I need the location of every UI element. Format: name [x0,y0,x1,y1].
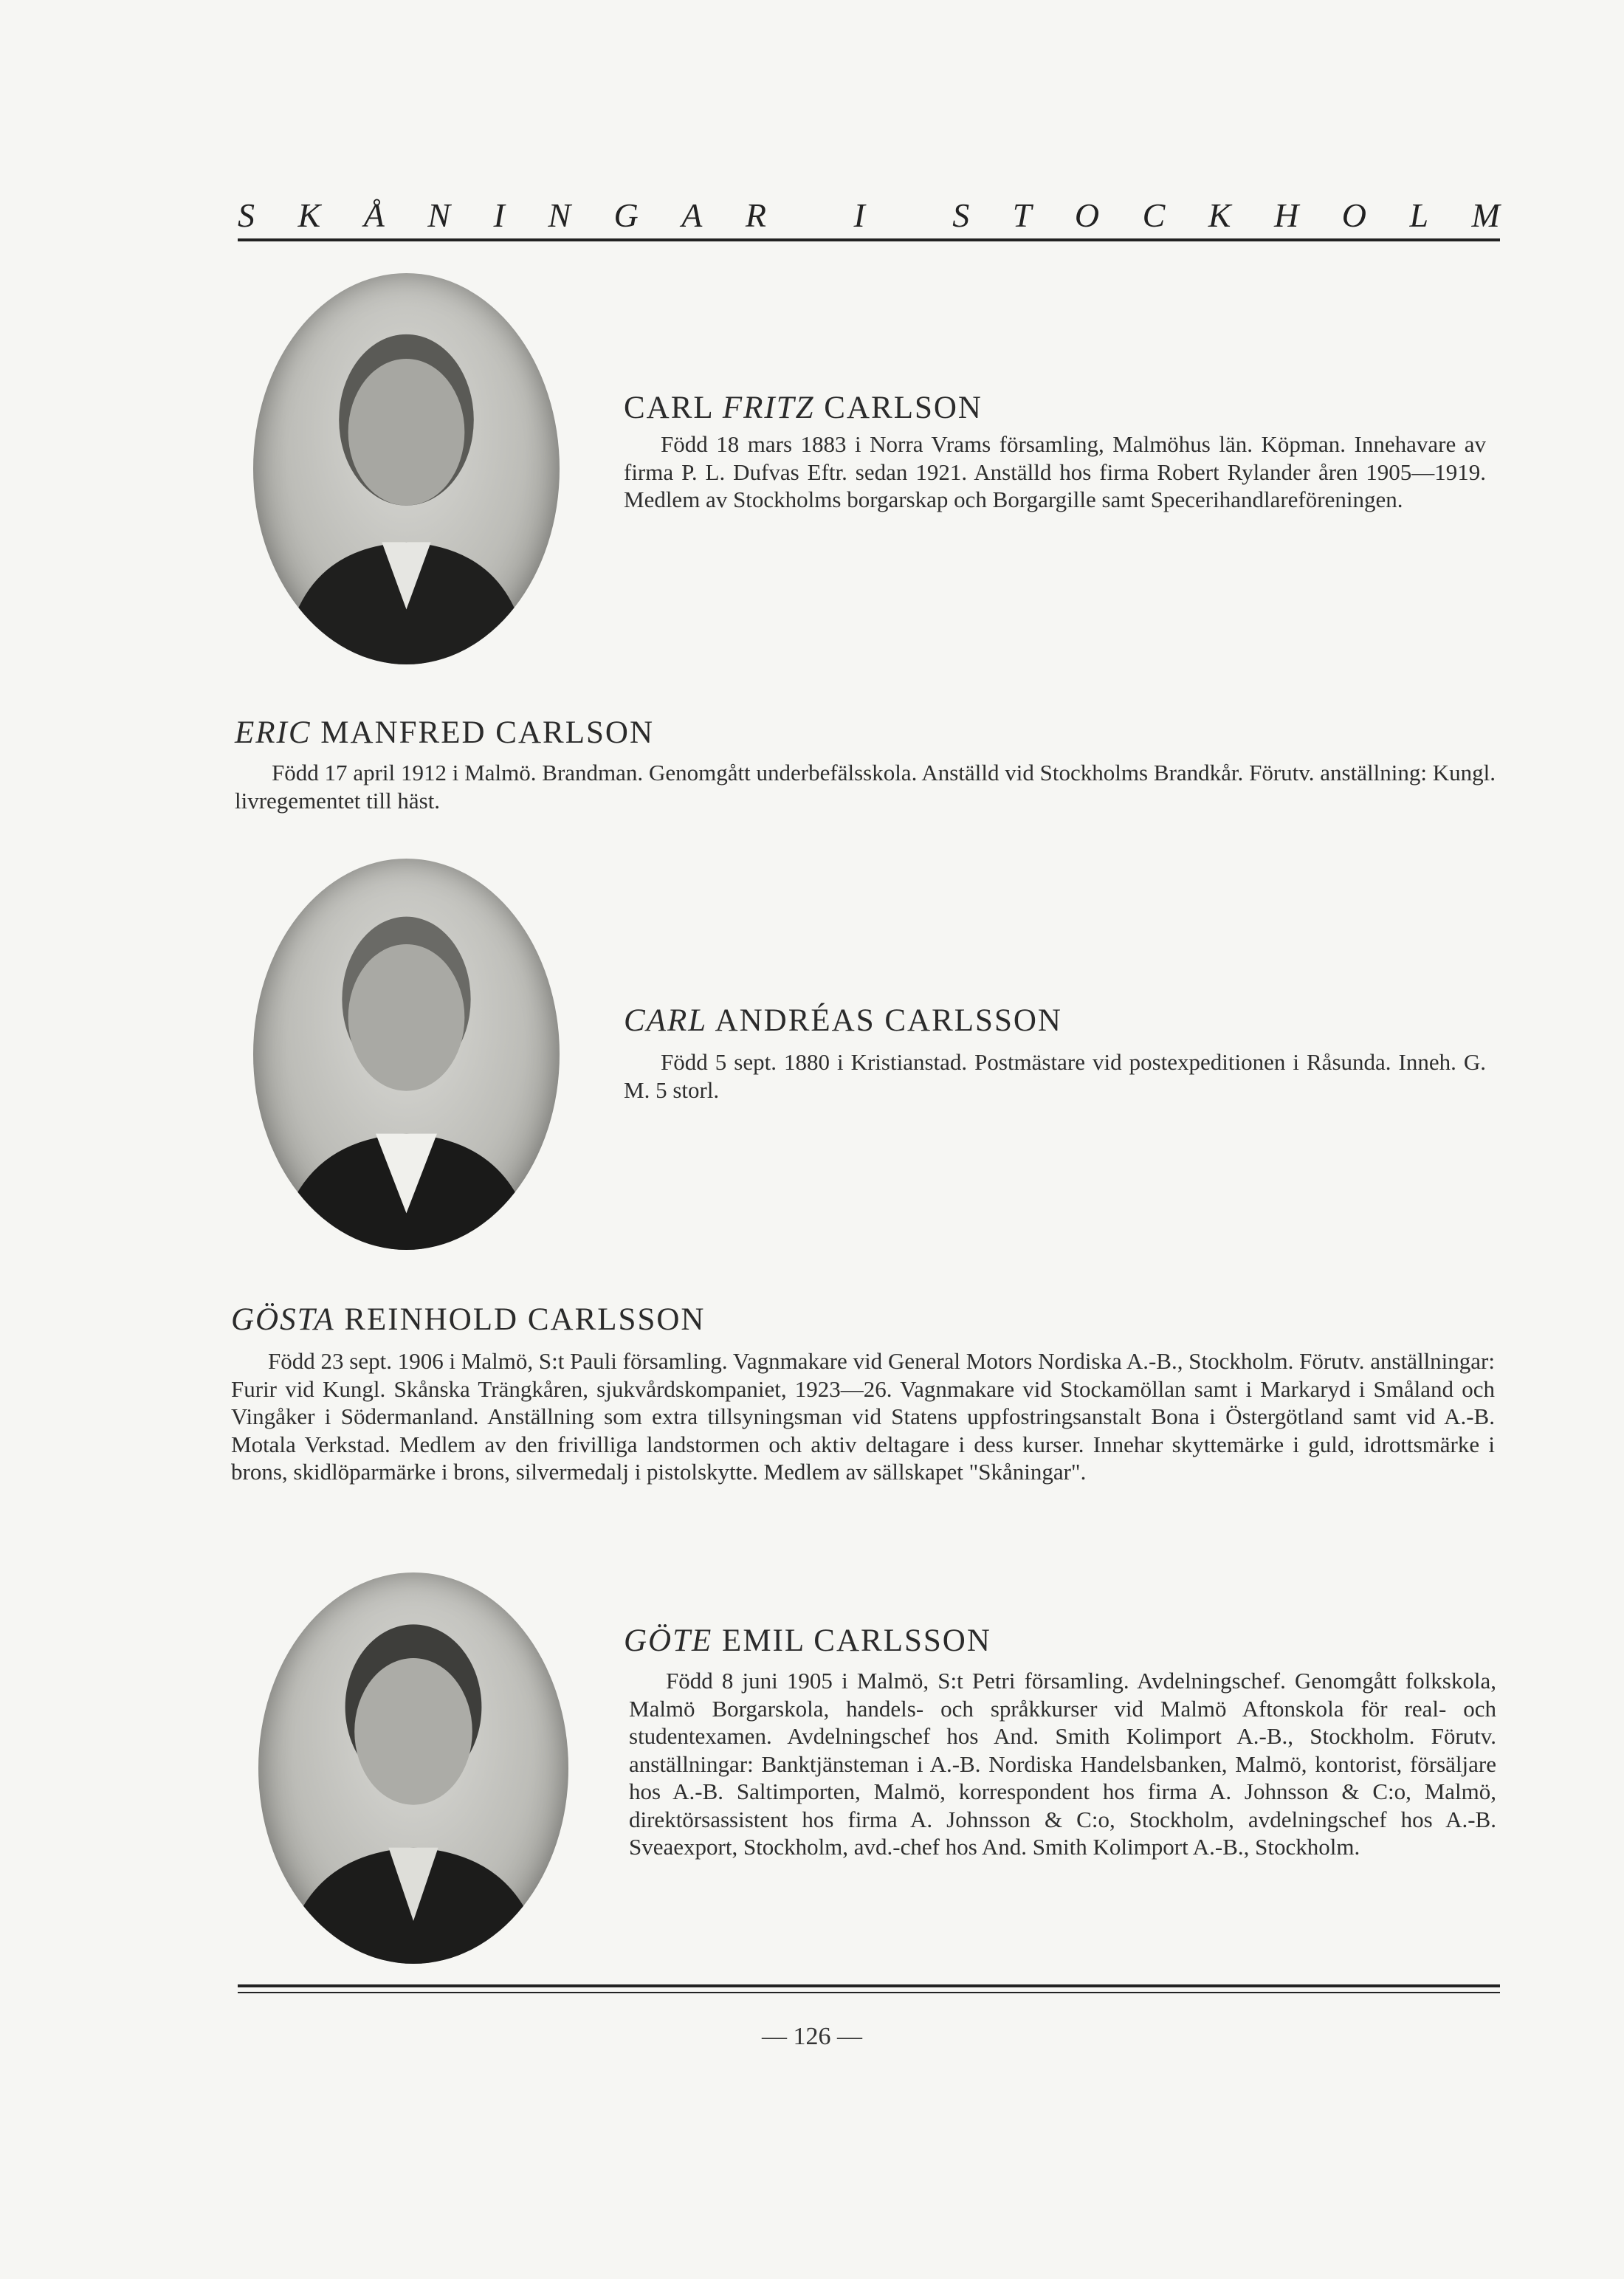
header-letter: S [238,196,255,234]
header-letter: H [1273,196,1299,234]
header-letter: A [681,196,703,234]
header-letter: R [745,196,766,234]
header-letter: I [853,196,865,234]
portrait-photo [258,1572,568,1964]
person-name: ERIC MANFRED CARLSON [235,715,655,750]
header-letter: K [1208,196,1231,234]
header-letter: K [297,196,321,234]
portrait-photo [253,859,560,1250]
portrait-silhouette [253,273,560,664]
portrait-silhouette [253,859,560,1250]
person-bio: Född 5 sept. 1880 i Kristianstad. Postmästare vid postexpeditionen i Råsunda. Inneh. G. M. 5 storl. [624,1049,1486,1103]
header-letter: I [493,196,505,234]
portrait-photo [253,273,560,664]
person-name: GÖTE EMIL CARLSSON [624,1623,991,1658]
header-letter: L [1409,196,1429,234]
header-letter: O [1341,196,1366,234]
footer-rule-thin [238,1992,1500,1993]
header-letter: S [952,196,970,234]
header-letter: M [1471,196,1500,234]
header-letter: N [427,196,450,234]
person-name: GÖSTA REINHOLD CARLSSON [231,1302,706,1337]
person-bio: Född 18 mars 1883 i Norra Vrams församling, Malmöhus län. Köpman. Innehavare av firma P. L. Dufvas Eftr. sedan 1921. Anställd hos firma Robert Rylander åren 1905—1919. Medlem av Stockholms borgarskap och Borgargille samt Specerihandlareföreningen. [624,431,1486,512]
header-letter: G [613,196,639,234]
running-header [238,183,1500,235]
header-rule [238,238,1500,241]
header-letter: T [1012,196,1032,234]
portrait-silhouette [258,1572,568,1964]
header-letter: C [1142,196,1166,234]
header-letter: N [548,196,571,234]
person-bio: Född 17 april 1912 i Malmö. Brandman. Genomgått underbefälsskola. Anställd vid Stockholms Brandkår. Förutv. anställning: Kungl. livregementet till häst. [235,760,1496,814]
person-bio: Född 8 juni 1905 i Malmö, S:t Petri församling. Avdelningschef. Genomgått folkskola, Malmö Borgarskola, handels- och språkkurser vid Malmö Aftonskola för real- och studentexamen. Avdelningschef hos And. Smith Kolimport A.-B., Stockholm. Förutv. anställningar: Banktjänsteman i A.-B. Nordiska Handelsbanken, Malmö, kontorist, försäljare hos A.-B. Saltimporten, Malmö, korrespondent hos firma A. Johnsson & C:o, Malmö, direktörsassistent hos firma A. Johnsson & C:o, Stockholm, avdelningschef hos A.-B. Sveaexport, Stockholm, avd.-chef hos And. Smith Kolimport A.-B., Stockholm. [629,1668,1496,1860]
header-letter: Å [363,196,385,234]
person-name: CARL ANDRÉAS CARLSSON [624,1003,1062,1038]
footer-rule [238,1984,1500,1987]
person-bio: Född 23 sept. 1906 i Malmö, S:t Pauli församling. Vagnmakare vid General Motors Nordiska A.-B., Stockholm. Förutv. anställningar: Furir vid Kungl. Skånska Trängkåren, sjukvårdskompaniet, 1923—26. Vagnmakare vid Stockamöllan samt i Markaryd i Småland och Vingåker i Södermanland. Anställning som extra tillsyningsman vid Statens uppfostringsanstalt Bona i Östergötland samt vid A.-B. Motala Verkstad. Medlem av den frivilliga landstormen och aktiv deltagare i dess kurser. Innehar skyttemärke i guld, idrottsmärke i brons, skidlöparmärke i brons, silvermedalj i pistolskytte. Medlem av sällskapet "Skåningar". [231,1348,1495,1485]
header-letter: O [1074,196,1100,234]
person-name: CARL FRITZ CARLSON [624,391,983,425]
page-number: — 126 — [762,2023,862,2050]
